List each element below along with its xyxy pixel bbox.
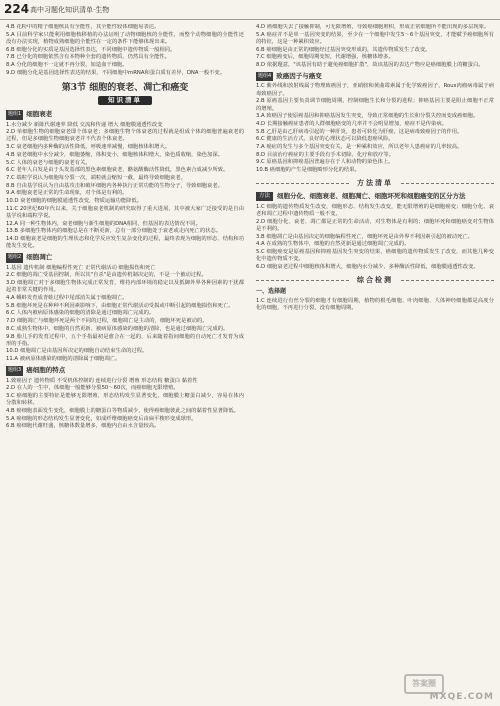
answer-paragraph: 1.C 紫外线和放射线属于物理致癌因子，亚硝胺和黄曲霉素属于化学致癌因子，Rous肉瘤病毒属于病毒致癌因子。 <box>256 83 494 97</box>
answer-paragraph: 3.A 致癌因子使原癌基因和抑癌基因发生突变，导致正常细胞的生长和分裂失控而变成癌细胞。 <box>256 113 479 120</box>
answer-paragraph: 8.D 依据题意，"该基因有助于避免癌细胞扩散"，故该基因的表达产物应是癌细胞膜上的糖蛋白。 <box>256 62 484 69</box>
answer-paragraph: 6.C 人体内被病原体感染的细胞的清除是通过细胞凋亡完成的。 <box>6 310 155 317</box>
answer-paragraph: 1.C 连续进行有丝分裂的细胞才有细胞周期，植物的根毛细胞、叶肉细胞、人体神经细胞都是高度分化的细胞，不再进行分裂，没有细胞周期。 <box>256 297 494 311</box>
answer-paragraph: 7.C 端粒学说认为细胞每分裂一次，端粒就会缩短一截，最终导致细胞衰老。 <box>6 174 186 181</box>
answer-paragraph: 2.C 细胞的凋亡受基因控制，所以其"自杀"是由遗传机制决定的，不是一个被动过程。 <box>6 272 207 279</box>
answer-paragraph: 4.B 花粉中的精子细胞核具有全能性，其全能性较体细胞易表达。 <box>6 24 160 30</box>
topic-title: 致癌因子与癌变 <box>276 72 322 81</box>
divider-line <box>256 280 349 281</box>
answer-paragraph: 11.C 20世纪60年代以来，关于细胞衰老机制的研究取得了重大进展，其中被大家广泛接受的是自由基学说和端粒学说。 <box>6 205 244 219</box>
divider-label: 综合检测 <box>357 276 393 285</box>
topic-tag: 题组1 <box>6 110 23 119</box>
answer-paragraph: 4.B 癌细胞表面发生变化，细胞膜上的糖蛋白等物质减少，使得癌细胞彼此之间的黏着性显著降低。 <box>6 407 239 414</box>
topic-heading <box>6 110 244 119</box>
answer-paragraph: 4.B 衰老细胞中水分减少，细胞萎缩，体积变小，细胞核体积增大，染色质收缩，染色加深。 <box>6 151 223 158</box>
divider-label: 方法清单 <box>357 179 393 188</box>
answer-paragraph: 7.B 已分化的细胞依然含有本物种全套的遗传物质，仍然具有全能性。 <box>6 54 170 61</box>
answer-paragraph: 2.B 原癌基因主要负责调节细胞周期，控制细胞生长和分裂的进程；抑癌基因主要是阻止细胞不正常的增殖。 <box>256 98 494 112</box>
answer-paragraph: 2.D 在人的一生中，体细胞一般能够分裂50～60次，而癌细胞无限增殖。 <box>6 385 179 392</box>
answer-paragraph: 7.A 癌症的发生与多个基因突变有关，是一种累积效应，所以老年人患癌症的几率较高。 <box>256 144 463 151</box>
answer-paragraph: 8.B 自由基学说认为自由基攻击和破坏细胞内各种执行正常功能的生物分子，导致细胞衰老。 <box>6 182 223 189</box>
answer-paragraph: 5.A 癌细胞的形态结构发生显著变化，如成纤维细胞癌变后由扁平梭形变成球形。 <box>6 415 197 422</box>
answer-paragraph: 5.C 人体的衰老与细胞的衰老有关。 <box>6 159 91 166</box>
topic-tag: 题组3 <box>6 366 23 375</box>
answer-paragraph: 12.A 同一种生物体内，衰老细胞与新生细胞的DNA相同，但基因的表达情况不同。 <box>6 220 201 227</box>
answer-paragraph: 9.D 细胞分化是基因选择性表达的结果，不同细胞中mRNA和蛋白质有差异，DNA一般不变。 <box>6 69 226 76</box>
left-column <box>6 24 244 700</box>
method-heading <box>256 192 494 201</box>
topic-tag: 题组2 <box>6 253 23 262</box>
divider-line <box>401 183 494 184</box>
divider-line <box>256 183 349 184</box>
answer-paragraph: 3.C 衰老细胞内多种酶的活性降低，呼吸速率减慢，细胞核体积增大。 <box>6 144 171 151</box>
watermark-stamp: 答案圈 <box>404 674 444 694</box>
answer-paragraph: 1.C 细胞的遗传物质发生改变，细胞形态、结构发生改变，能无限增殖的是细胞癌变；细胞分化、衰老和凋亡过程中遗传物质一般不变。 <box>256 203 494 217</box>
topic-heading <box>6 366 244 375</box>
answer-paragraph: 6.B 癌细胞代谢旺盛，核糖体数量增多，细胞内自由水含量较高。 <box>6 423 160 430</box>
answer-paragraph: 3.D 细胞凋亡对于多细胞生物体完成正常发育，维持内部环境的稳定以及抵御外界各种因素的干扰都起着非常关键的作用。 <box>6 280 244 294</box>
watermark <box>400 674 496 704</box>
answer-paragraph: 7.D 细胞凋亡与细胞坏死是两个不同的过程，细胞凋亡是主动的，细胞坏死是被动的。 <box>6 318 208 325</box>
method-title: 细胞分化、细胞衰老、细胞凋亡、细胞坏死和细胞癌变的区分方法 <box>277 191 466 200</box>
answer-paragraph: 4.D 癌细胞失去了接触抑制，可无限增殖，导致癌细胞堆积，形成正常细胞所不能出现的多层现象。 <box>256 24 490 30</box>
topic-title: 癌细胞的特点 <box>26 366 66 375</box>
answer-paragraph: 4.D 长期接触癌症患者的人群细胞癌变的几率并不会明显增加，癌症不是传染病。 <box>256 120 447 127</box>
page-number: 224 <box>4 2 30 16</box>
answer-paragraph: 4.A 蝌蚪发育成青蛙过程中尾部消失属于细胞凋亡。 <box>6 295 128 301</box>
answer-paragraph: 2.D 单细胞生物的细胞衰老即个体衰老；多细胞生物个体衰老的过程就是组成个体的细胞普遍衰老的过程，但是多细胞生物细胞衰老并不代表个体衰老。 <box>6 129 244 143</box>
answer-paragraph: 2.D 细胞分化、衰老、凋亡都是正常的生命活动，对生物体是有利的；细胞坏死和细胞癌变对生物体是不利的。 <box>256 218 494 232</box>
answer-paragraph: 5.B 细胞坏死是在种种不利因素影响下，由细胞正常代谢活动受损或中断引起的细胞损伤和死亡。 <box>6 302 234 309</box>
answer-paragraph: 4.A 在成熟的生物体中，细胞的自然更新是通过细胞凋亡完成的。 <box>256 241 410 248</box>
answer-paragraph: 5.A 目前科学家只能利用细胞核移植的办法证明了动物细胞核的全能性，而整个动物细胞的全能性还没有办法实现，植物成熟细胞的全能性在一定的条件下能够体现出来。 <box>6 31 244 45</box>
answer-paragraph: 9.C 原癌基因和抑癌基因普遍存在于人和动物的染色体上。 <box>256 159 394 166</box>
answer-paragraph: 1.水分减少 新陈代谢速率 降低 交流和传递 增大 细胞膜通透性改变 <box>6 121 163 128</box>
book-title: 高中习题化知识清单·生物 <box>30 6 110 14</box>
method-divider <box>256 180 494 187</box>
answer-paragraph: 14.D 细胞衰老是细胞的生理状态和化学反应发生复杂变化的过程，最终表现为细胞的形态、结构和功能发生变化。 <box>6 236 244 250</box>
topic-heading <box>256 72 494 81</box>
answer-paragraph: 5.B 乙肝是由乙肝病毒引起的一种肝炎，患者可转化为肝癌，这是病毒致癌因子的作用。 <box>256 128 463 135</box>
answer-paragraph: 5.C 细胞癌变是原癌基因和抑癌基因发生突变的结果，癌细胞的遗传物质发生了改变，而其他几种变化中遗传物质不变。 <box>256 248 494 263</box>
answer-paragraph: 10.D 衰老细胞的细胞膜通透性改变，物质运输功能降低。 <box>6 198 143 205</box>
right-column <box>256 24 494 700</box>
topic-heading <box>6 253 244 262</box>
method-tag: 方法 <box>256 192 273 201</box>
answer-paragraph: 6.C 健康的生活方式、良好的心理状态可以降低患癌风险。 <box>256 136 394 143</box>
answer-paragraph: 9.B 胎儿手的发育过程中，五个手指最初是愈合在一起的，后来随着指间细胞的自动死亡才发育为成形的手指。 <box>6 333 244 347</box>
test-divider <box>256 277 494 284</box>
answer-paragraph: 10.D 细胞凋亡是由基因所决定的细胞自动结束生命的过程。 <box>6 348 148 355</box>
answer-paragraph: 1.基因 遗传机制 细胞编程性死亡 正常代谢活动 细胞损伤和死亡 <box>6 264 156 271</box>
answer-paragraph: 9.A 细胞衰老是正常的生命现象，对个体是有利的。 <box>6 190 128 197</box>
divider-line <box>401 280 494 281</box>
answer-paragraph: 6.B 细胞分化的实质是基因选择性表达，不同细胞中遗传物质一般相同。 <box>6 46 176 53</box>
knowledge-banner <box>6 96 244 105</box>
banner-label: 知识清单 <box>98 96 152 105</box>
answer-paragraph: 3.C 癌细胞的主要特征是能够无限增殖，形态结构发生显著变化，细胞膜上糖蛋白减少，容易在体内分散和转移。 <box>6 392 244 407</box>
answer-paragraph: 1.致癌因子 遗传物质 不受机体控制的 连续进行分裂 增殖 形态结构 糖蛋白 黏着性 <box>6 377 198 384</box>
sub-heading: 一、选择题 <box>256 288 287 296</box>
answer-paragraph: 13.B 多细胞生物体内的细胞总是在不断更新，总有一部分细胞处于衰老或走向死亡的状态。 <box>6 228 222 235</box>
answer-paragraph: 8.A 分化的细胞不一定就不再分裂，如造血干细胞。 <box>6 62 128 69</box>
answer-paragraph: 8.C 成熟生物体中，细胞的自然更新、被病原体感染的细胞的清除，也是通过细胞凋亡完成的。 <box>6 325 229 332</box>
answer-paragraph: 6.C 老年人白发是由于头发基部的黑色素细胞衰老，酪氨酸酶活性降低，黑色素合成减少所致。 <box>6 167 229 174</box>
answer-paragraph: 6.D 细胞衰老过程中细胞核体积增大，细胞内水分减少，多种酶活性降低，细胞膜通透性改变。 <box>256 263 479 270</box>
answer-paragraph: 3.B 细胞凋亡是由基因决定的细胞编程性死亡，细胞坏死是由外界不利因素引起的被动死亡。 <box>256 233 473 240</box>
topic-title: 细胞凋亡 <box>26 253 53 262</box>
answer-paragraph: 11.A 被病原体感染的细胞的清除属于细胞凋亡。 <box>6 356 121 363</box>
answer-paragraph: 5.A 癌症并不是单一基因突变的结果，至少在一个细胞中发生5～6个基因突变，才能赋予癌细胞所有的特征，这是一种累积效应。 <box>256 31 494 45</box>
watermark-site: MXQE.COM <box>429 692 494 702</box>
topic-tag: 题组4 <box>256 72 273 81</box>
answer-paragraph: 6.B 癌细胞是由正常的细胞经过基因突变形成的，其遗传物质发生了改变。 <box>256 46 431 53</box>
answer-paragraph: 7.C 细胞癌变后，细胞周期变短，代谢增强，核糖体增多。 <box>256 54 394 61</box>
page-header <box>0 0 500 20</box>
answer-paragraph: 10.B 癌细胞的产生是细胞畸形分化的结果。 <box>256 167 360 174</box>
answer-paragraph: 8.D 目前治疗癌症的主要手段有手术切除、化疗和放疗等。 <box>256 151 394 158</box>
section-title: 第3节 细胞的衰老、凋亡和癌变 <box>61 82 189 93</box>
topic-title: 细胞衰老 <box>26 110 53 119</box>
